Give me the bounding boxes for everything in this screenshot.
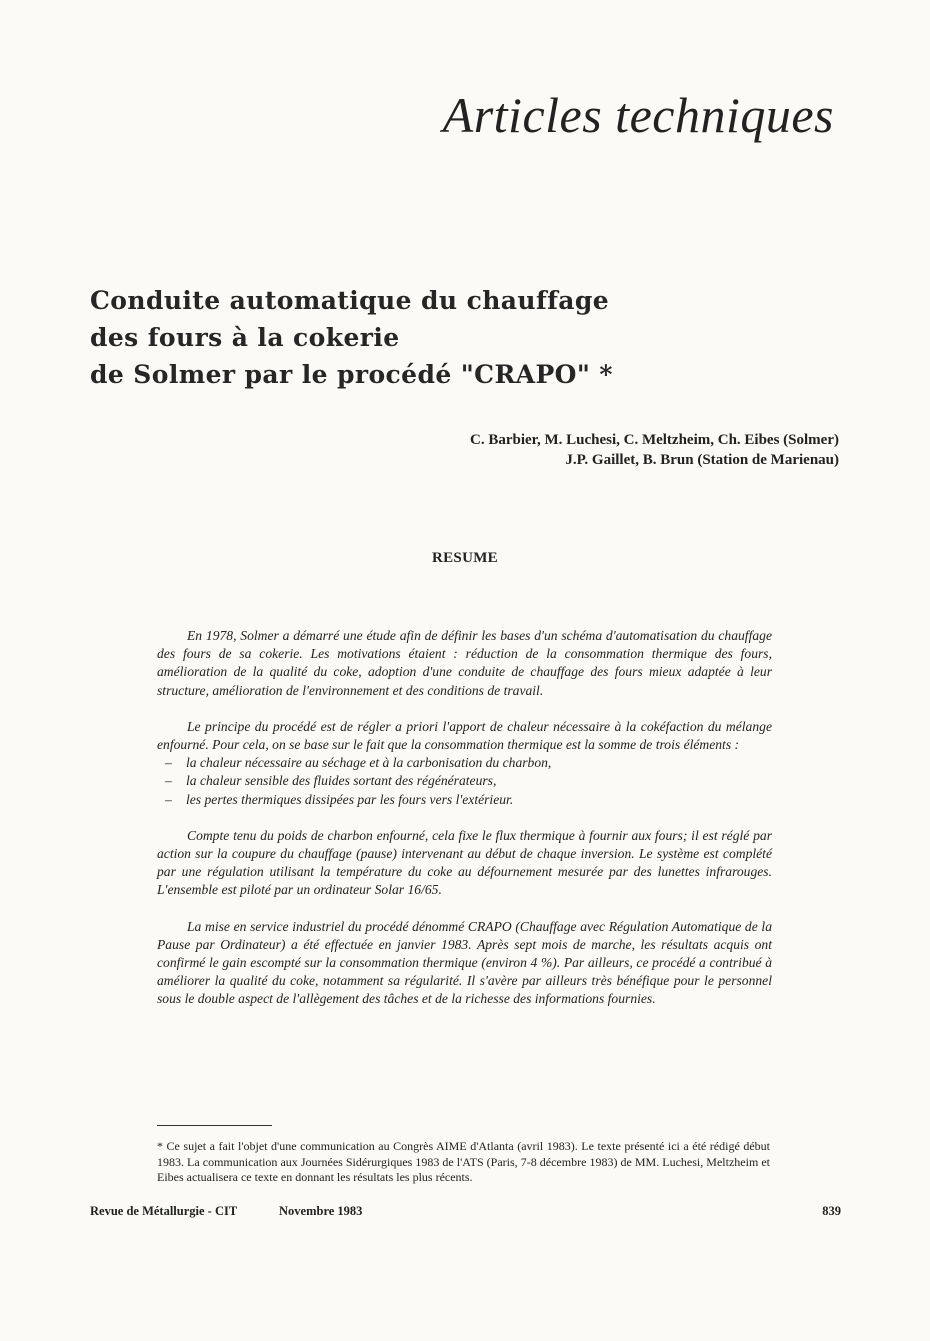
list-item — [165, 772, 772, 790]
abstract-paragraph: En 1978, Solmer a démarré une étude afin de définir les bases d'un schéma d'automatisation du chauffage des fours de sa cokerie. Les motivations étaient : réduction de la consommation thermique des fours, amélioration de la qualité du coke, adoption d'une conduite de chauffage des fours mieux adaptée à leur structure, amélioration de l'environnement et des conditions de travail. — [157, 628, 772, 698]
list-dash: – — [165, 773, 172, 789]
list-dash: – — [165, 755, 172, 771]
footnote: * Ce sujet a fait l'objet d'une communication au Congrès AIME d'Atlanta (avril 1983). Le texte présenté ici a été rédigé début 1983. La communication aux Journées Sidérurgiques 1983 de l'ATS (Paris, 7-8 décembre 1983) de MM. Luchesi, Meltzheim et Eibes actualisera ce texte en donnant les résultats les plus récents. — [157, 1139, 770, 1184]
article-title-line: Conduite automatique du chauffage — [90, 286, 610, 315]
section-header: Articles techniques — [442, 87, 834, 143]
list-item — [165, 791, 772, 809]
list-item-text: la chaleur nécessaire au séchage et à la carbonisation du charbon, — [186, 755, 552, 771]
footer-date: Novembre 1983 — [279, 1204, 363, 1218]
list-item-text: les pertes thermiques dissipées par les fours vers l'extérieur. — [186, 791, 514, 807]
abstract-paragraph: Compte tenu du poids de charbon enfourné, cela fixe le flux thermique à fournir aux fours; il est réglé par action sur la coupure du chauffage (pause) intervenant au début de chaque inversion. Le système est complété par une régulation utilisant la température du coke au défournement mesurée par des lunettes infrarouges. L'ensemble est piloté par un ordinateur Solar 16/65. — [157, 827, 772, 898]
author-list — [470, 430, 839, 470]
article-title-line: de Solmer par le procédé "CRAPO" * — [90, 360, 613, 389]
list-item-text: la chaleur sensible des fluides sortant des régénérateurs, — [186, 773, 497, 789]
author-line: C. Barbier, M. Luchesi, C. Meltzheim, Ch. Eibes (Solmer) — [470, 432, 839, 448]
list-dash: – — [165, 791, 172, 807]
list-item — [165, 754, 772, 772]
article-title — [90, 282, 613, 393]
abstract-body — [157, 627, 772, 1027]
abstract-paragraph: Le principe du procédé est de régler a priori l'apport de chaleur nécessaire à la cokéfaction du mélange enfourné. Pour cela, on se base sur le fait que la consommation thermique est la somme de trois éléments : — [157, 718, 772, 753]
page-number: 839 — [822, 1204, 841, 1218]
abstract-heading: RESUME — [432, 550, 498, 566]
author-line: J.P. Gaillet, B. Brun (Station de Marienau) — [565, 452, 839, 468]
footnote-divider — [157, 1125, 272, 1126]
abstract-paragraph: La mise en service industriel du procédé dénommé CRAPO (Chauffage avec Régulation Automatique de la Pause par Ordinateur) a été effectuée en janvier 1983. Après sept mois de marche, les résultats acquis ont confirmé le gain escompté sur la consommation thermique (environ 4 %). Par ailleurs, ce procédé a contribué à améliorer la qualité du coke, notamment sa régularité. Il s'avère par ailleurs très bénéfique pour le personnel sous le double aspect de l'allègement des tâches et de la richesse des informations fournies. — [157, 918, 772, 1007]
abstract-list — [157, 754, 772, 809]
article-title-line: des fours à la cokerie — [90, 323, 400, 352]
footer-journal: Revue de Métallurgie - CIT — [90, 1204, 238, 1218]
